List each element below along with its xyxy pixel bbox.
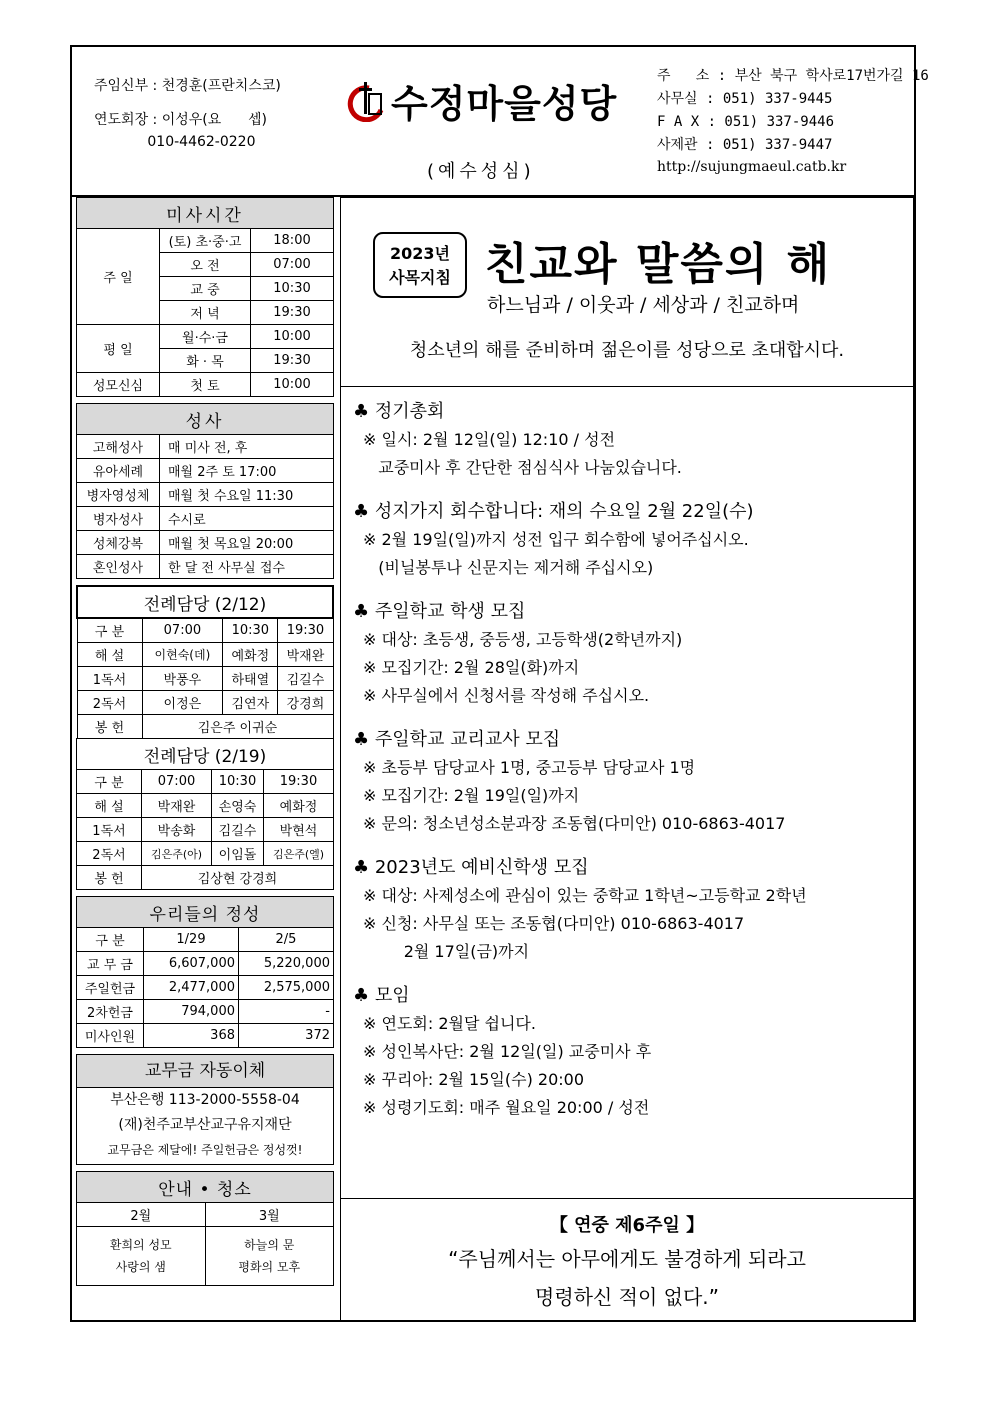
church-name: 수정마을성당	[391, 82, 618, 126]
cleaning-month: 2월	[77, 1203, 206, 1227]
offerings-value: 372	[239, 1024, 334, 1048]
liturgy-table-1	[76, 585, 334, 739]
notice-section	[353, 498, 909, 582]
mass-time: 18:00	[251, 229, 334, 253]
pastoral-banner	[341, 198, 913, 387]
liturgy-head: 10:30	[212, 770, 264, 794]
sacrament-name: 혼인성사	[77, 555, 160, 579]
liturgy-person: 손영숙	[212, 794, 264, 818]
offerings-value: 5,220,000	[239, 952, 334, 976]
offerings-head: 구 분	[77, 928, 144, 952]
fax: F A X : 051) 337-9446	[657, 114, 835, 130]
mass-name: 교 중	[160, 277, 251, 301]
liturgy-head: 07:00	[142, 618, 223, 643]
liturgy-person: 김길수	[278, 667, 333, 691]
liturgy-head: 구 분	[77, 770, 142, 794]
cleaning-feb	[77, 1227, 206, 1286]
mass-table	[76, 197, 334, 397]
cleaning-group: 하늘의 문	[244, 1238, 295, 1252]
mass-time: 10:00	[251, 373, 334, 397]
liturgy-role: 해 설	[77, 643, 142, 667]
notice-section	[353, 726, 909, 838]
offerings-value: 2,477,000	[144, 976, 239, 1000]
liturgy-head: 07:00	[142, 770, 212, 794]
mass-name: 저 녁	[160, 301, 251, 325]
sunday-title: 【 연중 제6주일 】	[549, 1215, 705, 1236]
offering-persons: 김은주 이귀순	[142, 715, 333, 739]
notice-title: ♣ 성지가지 회수합니다: 재의 수요일 2월 22일(수)	[353, 501, 754, 522]
liturgy-person: 하태열	[223, 667, 278, 691]
mass-time: 10:00	[251, 325, 334, 349]
notice-title: ♣ 2023년도 예비신학생 모집	[353, 857, 589, 878]
offerings-value: 794,000	[144, 1000, 239, 1024]
notice-line: ※ 대상: 초등생, 중등생, 고등학생(2학년까지)	[363, 630, 683, 649]
offerings-value: 6,607,000	[144, 952, 239, 976]
notice-line: ※ 대상: 사제성소에 관심이 있는 중학교 1학년~고등학교 2학년	[363, 886, 807, 905]
rectory-phone: 사제관 : 051) 337-9447	[657, 137, 833, 153]
notice-section	[353, 598, 909, 710]
liturgy-person: 예화정	[263, 794, 333, 818]
sacrament-name: 병자영성체	[77, 483, 160, 507]
invite-text: 청소년의 해를 준비하며 젊은이를 성당으로 초대합시다.	[409, 340, 845, 361]
notice-line: ※ 성령기도회: 매주 월요일 20:00 / 성전	[363, 1098, 650, 1117]
offerings-value: 2,575,000	[239, 976, 334, 1000]
liturgy-role: 2독서	[77, 691, 142, 715]
notice-line: ※ 사무실에서 신청서를 작성해 주십시오.	[363, 686, 650, 705]
notice-line: ※ 모집기간: 2월 19일(일)까지	[363, 786, 580, 805]
cleaning-table	[76, 1171, 334, 1286]
liturgy-person: 박현석	[263, 818, 333, 842]
notice-title: ♣ 주일학교 교리교사 모집	[353, 729, 561, 750]
notice-section	[353, 398, 909, 482]
pastoral-badge	[373, 232, 467, 298]
sacrament-name: 유아세례	[77, 459, 160, 483]
header-left	[94, 75, 281, 153]
main-panel	[340, 197, 914, 1322]
liturgy-role: 1독서	[77, 667, 142, 691]
liturgy-person: 김은주(엘)	[263, 842, 333, 866]
sunday-quote-line: 명령하신 적이 없다.”	[535, 1285, 719, 1309]
sacrament-value: 수시로	[160, 507, 334, 531]
pastor-text: 주임신부 : 천경훈(프란치스코)	[94, 78, 281, 94]
mass-title: 미사시간	[77, 198, 334, 229]
liturgy-person: 김은주(아)	[142, 842, 212, 866]
liturgy-head: 19:30	[263, 770, 333, 794]
liturgy-role: 1독서	[77, 818, 142, 842]
mass-time: 10:30	[251, 277, 334, 301]
notices	[353, 398, 909, 1138]
sacrament-value: 한 달 전 사무실 접수	[160, 555, 334, 579]
notice-line: 교중미사 후 간단한 점심식사 나눔있습니다.	[363, 458, 682, 477]
liturgy-title: 전례담당 (2/12)	[77, 586, 333, 618]
liturgy-person: 강경희	[278, 691, 333, 715]
bank-account: 부산은행 113-2000-5558-04	[110, 1092, 300, 1108]
badge-year: 2023년	[390, 244, 450, 263]
offerings-label: 교 무 금	[77, 952, 144, 976]
church-motto: (예수성심)	[427, 161, 535, 182]
notice-section	[353, 982, 909, 1122]
notice-title: ♣ 정기총회	[353, 401, 445, 422]
cleaning-group: 평화의 모후	[238, 1260, 301, 1274]
sacrament-value: 매월 첫 수요일 11:30	[160, 483, 334, 507]
notice-line: ※ 2월 19일(일)까지 성전 입구 회수함에 넣어주십시오.	[363, 530, 749, 549]
sunday-quote-line: “주님께서는 아무에게도 불경하게 되라고	[448, 1247, 806, 1271]
liturgy-person: 이임돌	[212, 842, 264, 866]
notice-title: ♣ 모임	[353, 985, 410, 1006]
notice-line: ※ 성인복사단: 2월 12일(일) 교중미사 후	[363, 1042, 652, 1061]
liturgy-head: 10:30	[223, 618, 278, 643]
sunday-quote-box	[341, 1198, 913, 1322]
mass-time: 19:30	[251, 349, 334, 373]
cleaning-group: 환희의 성모	[109, 1238, 172, 1252]
offerings-value: 368	[144, 1024, 239, 1048]
sacraments-title: 성사	[77, 404, 334, 435]
offering-label: 봉 헌	[77, 866, 142, 890]
mass-name: 첫 토	[160, 373, 251, 397]
notice-line: ※ 초등부 담당교사 1명, 중고등부 담당교사 1명	[363, 758, 696, 777]
sacrament-value: 매 미사 전, 후	[160, 435, 334, 459]
notice-section	[353, 854, 909, 966]
church-logo	[347, 73, 617, 128]
church-emblem-icon	[347, 80, 385, 122]
left-column	[76, 197, 334, 1286]
notice-line: ※ 연도회: 2월달 쉽니다.	[363, 1014, 536, 1033]
notice-title: ♣ 주일학교 학생 모집	[353, 601, 526, 622]
cleaning-month: 3월	[205, 1203, 334, 1227]
offerings-label: 주일헌금	[77, 976, 144, 1000]
mass-name: (토) 초·중·고	[160, 229, 251, 253]
liturgy-head: 구 분	[77, 618, 142, 643]
notice-line: ※ 문의: 청소년성소분과장 조동협(다미안) 010-6863-4017	[363, 814, 786, 833]
cleaning-title: 안내 • 청소	[77, 1172, 334, 1203]
marian-label: 성모신심	[77, 373, 160, 397]
pastoral-subtitle: 하느님과 / 이웃과 / 세상과 / 친교하며	[487, 294, 800, 316]
mass-name: 오 전	[160, 253, 251, 277]
notice-line: ※ 모집기간: 2월 28일(화)까지	[363, 658, 580, 677]
liturgy-person: 박풍우	[142, 667, 223, 691]
liturgy-person: 박송화	[142, 818, 212, 842]
mass-name: 월·수·금	[160, 325, 251, 349]
offerings-value: -	[239, 1000, 334, 1024]
offerings-label: 2차헌금	[77, 1000, 144, 1024]
notice-line: 2월 17일(금)까지	[363, 942, 530, 961]
offerings-head: 2/5	[239, 928, 334, 952]
offering-note: 교무금은 제달에! 주일헌금은 정성껏!	[107, 1143, 303, 1157]
offerings-head: 1/29	[144, 928, 239, 952]
mass-time: 19:30	[251, 301, 334, 325]
cleaning-mar	[205, 1227, 334, 1286]
liturgy-head: 19:30	[278, 618, 333, 643]
sacrament-name: 성체강복	[77, 531, 160, 555]
sacraments-table	[76, 403, 334, 579]
header	[72, 47, 929, 197]
sacrament-value: 매월 2주 토 17:00	[160, 459, 334, 483]
liturgy-person: 이현숙(데)	[142, 643, 223, 667]
sacrament-value: 매월 첫 목요일 20:00	[160, 531, 334, 555]
weekday-label: 평 일	[77, 325, 160, 373]
sunday-label: 주 일	[77, 229, 160, 325]
badge-text: 사목지침	[389, 268, 451, 287]
liturgy-table-2	[76, 738, 334, 890]
bulletin-frame	[70, 45, 929, 1322]
cleaning-group: 사랑의 샘	[115, 1260, 166, 1274]
offerings-label: 미사인원	[77, 1024, 144, 1048]
chair-text: 연도회장 : 이성우(요 셉)	[94, 112, 267, 128]
notice-line: ※ 신청: 사무실 또는 조동협(다미안) 010-6863-4017	[363, 914, 745, 933]
liturgy-person: 박재완	[278, 643, 333, 667]
notice-line: (비닐봉투나 신문지는 제거해 주십시오)	[363, 558, 654, 577]
sacrament-name: 고해성사	[77, 435, 160, 459]
header-contact	[657, 65, 929, 157]
liturgy-role: 해 설	[77, 794, 142, 818]
office-phone: 사무실 : 051) 337-9445	[657, 91, 833, 107]
sacrament-name: 병자성사	[77, 507, 160, 531]
notice-line: ※ 꾸리아: 2월 15일(수) 20:00	[363, 1070, 585, 1089]
auto-transfer-box	[76, 1054, 334, 1165]
offering-label: 봉 헌	[77, 715, 142, 739]
liturgy-title: 전례담당 (2/19)	[77, 739, 334, 770]
liturgy-person: 박재완	[142, 794, 212, 818]
mass-name: 화 · 목	[160, 349, 251, 373]
liturgy-person: 예화정	[223, 643, 278, 667]
account-holder: (재)천주교부산교구유지재단	[118, 1117, 292, 1133]
mass-time: 07:00	[251, 253, 334, 277]
liturgy-person: 김길수	[212, 818, 264, 842]
liturgy-role: 2독서	[77, 842, 142, 866]
website-link[interactable]: http://sujungmaeul.catb.kr	[657, 159, 847, 175]
address: 주 소 : 부산 북구 학사로17번가길 16	[657, 68, 929, 84]
liturgy-person: 이정은	[142, 691, 223, 715]
auto-transfer-title: 교무금 자동이체	[77, 1055, 333, 1088]
chair-phone: 010-4462-0220	[94, 134, 256, 150]
notice-line: ※ 일시: 2월 12일(일) 12:10 / 성전	[363, 430, 616, 449]
offerings-title: 우리들의 정성	[77, 897, 334, 928]
liturgy-person: 김연자	[223, 691, 278, 715]
offering-persons: 김상현 강경희	[142, 866, 334, 890]
pastoral-title: 친교와 말씀의 해	[485, 239, 832, 290]
offerings-table	[76, 896, 334, 1048]
